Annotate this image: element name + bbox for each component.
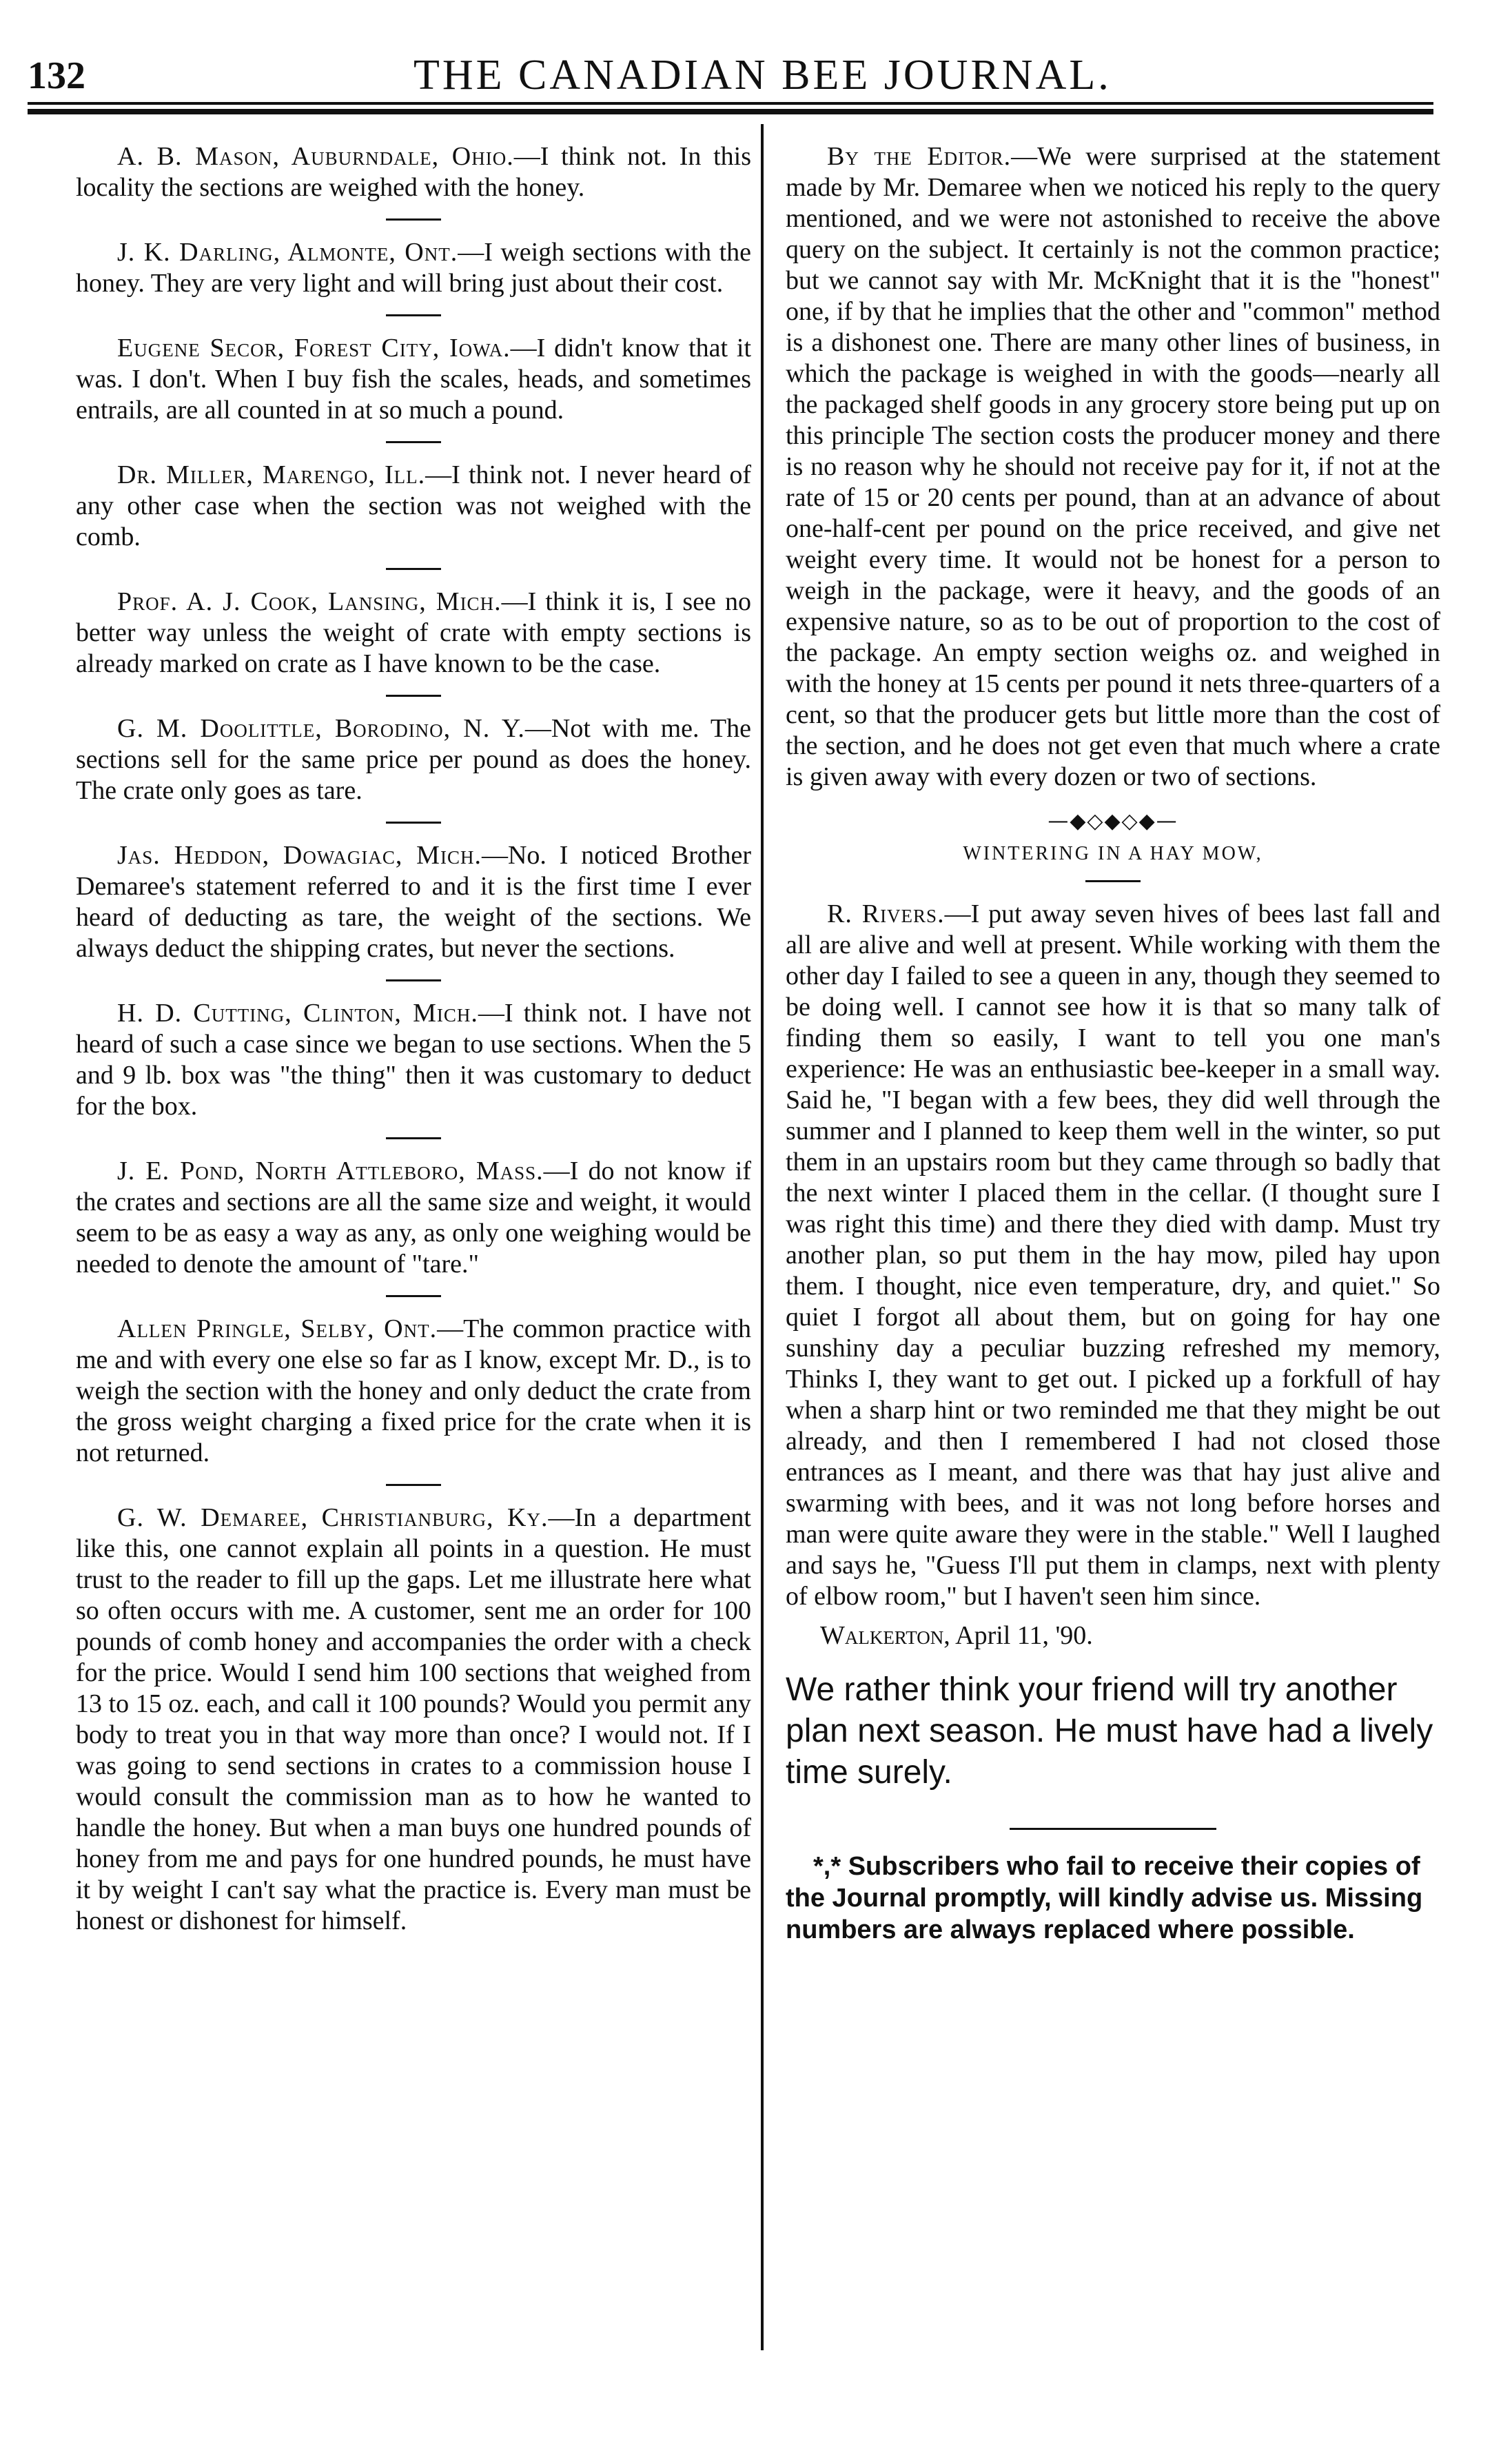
separator [1085, 880, 1141, 882]
header-rule-thick [28, 109, 1433, 114]
editor-text: —We were surprised at the statement made by Mr. Demaree when we noticed his reply to the query mentioned, and we were not astonished to receive the above query on the subject. It certainly is not the common practice; but we cannot say with Mr. McKnight that it is the "honest" one, if by that he implies that the other and "common" method is a dishonest one. There are many other lines of business, in which the package is weighed in with the goods—nearly all the packaged shelf goods in any grocery store being put up on this principle The section costs the producer money and there is no reason why he should not receive pay for it, if not at the rate of 15 or 20 cents per pound, than at an advance of about one-half-cent per pound on the price received, and give net weight every time. It would not be honest for a person to weigh in the package, were it heavy, and the goods of an expensive nature, so as to be out of proportion to the cost of the package. An empty section weighs oz. and weighed in with the honey at 15 cents per pound it nets three-quarters of a cent, so that the producer gets but little more than the cost of the section, and he does not get even that much where a crate is given away with every dozen or two of sections. [786, 142, 1440, 791]
reply-text: —The common practice with me and with every one else so far as I know, except Mr. D., is to weigh the section with the honey and only deduct the crate from the gross weight charging a fixed price for the crate when it is not returned. [76, 1314, 751, 1467]
reply-text: —I think not. I never heard of any other case when the section was not weighed with the comb. [76, 460, 751, 551]
respondent-name: H. D. Cutting, Clinton, Mich. [117, 999, 478, 1028]
separator [386, 1484, 441, 1486]
reply-cook [76, 587, 751, 680]
separator [386, 441, 441, 443]
reply-cutting [76, 998, 751, 1122]
notice-rule [1010, 1828, 1216, 1830]
right-column [786, 141, 1440, 1946]
reply-text: —I weigh sections with the honey. They are very light and will bring just about their cost. [76, 238, 751, 298]
left-column [76, 141, 751, 1937]
reply-text: —Not with me. The sections sell for the same price per pound as does the honey. The crate only goes as tare. [76, 714, 751, 805]
separator [386, 695, 441, 697]
respondent-name: J. K. Darling, Almonte, Ont. [117, 238, 458, 267]
reply-pond [76, 1156, 751, 1280]
reply-doolittle [76, 713, 751, 806]
respondent-name: Jas. Heddon, Dowagiac, Mich. [117, 841, 482, 870]
page-number: 132 [28, 54, 85, 97]
respondent-name: Dr. Miller, Marengo, Ill. [117, 460, 426, 489]
reply-demaree [76, 1503, 751, 1937]
reply-text: —I think not. I have not heard of such a case since we began to use sections. When the 5 and 9 lb. box was "the thing" then it was customary to deduct for the box. [76, 999, 751, 1121]
editor-label: By the Editor. [827, 142, 1012, 171]
separator [386, 1295, 441, 1297]
reply-text: —I didn't know that it was. I don't. When I buy fish the scales, heads, and sometimes entrails, are all counted in at so much a pound. [76, 334, 752, 425]
respondent-name: Allen Pringle, Selby, Ont. [117, 1314, 438, 1343]
ornament-divider: —◆◇◆◇◆— [1048, 809, 1178, 833]
dateline [820, 1620, 1440, 1651]
respondent-name: Eugene Secor, Forest City, Iowa. [117, 334, 511, 363]
respondent-name: J. E. Pond, North Attleboro, Mass. [117, 1157, 544, 1185]
separator [386, 314, 441, 316]
reply-text: —I think not. In this locality the sections are weighed with the honey. [76, 142, 751, 202]
reply-heddon [76, 840, 751, 964]
separator [386, 1137, 441, 1139]
journal-title: THE CANADIAN BEE JOURNAL. [413, 52, 1112, 99]
separator [386, 568, 441, 570]
respondent-name: G. M. Doolittle, Borodino, N. Y. [117, 714, 525, 743]
editor-note: We rather think your friend will try another plan next season. He must have had a lively time surely. [786, 1671, 1433, 1791]
separator [386, 822, 441, 824]
dateline-date: April 11, '90. [955, 1621, 1093, 1650]
respondent-name: Prof. A. J. Cook, Lansing, Mich. [117, 587, 502, 616]
reply-darling [76, 237, 751, 299]
reply-pringle [76, 1314, 751, 1469]
separator [386, 979, 441, 981]
reply-secor [76, 333, 751, 426]
respondent-name: G. W. Demaree, Christianburg, Ky. [117, 1503, 549, 1532]
separator [386, 218, 441, 221]
reply-text: —No. I noticed Brother Demaree's statement referred to and it is the first time I ever heard of deducting as tare, the weight of the sections. We always deduct the shipping crates, but never the sections. [76, 841, 751, 963]
author-name: R. Rivers. [827, 899, 945, 928]
section-heading: WINTERING IN A HAY MOW, [963, 843, 1263, 864]
reply-mason [76, 141, 751, 203]
page-header [28, 41, 1433, 103]
reply-text: —In a department like this, one cannot explain all points in a question. He must trust to the reader to fill up the gaps. Let me illustrate here what so often occurs with me. A customer, sent me an order for 100 pounds of comb honey and accompanies the order with a check for the price. Would I send him 100 sections that weighed from 13 to 15 oz. each, and call it 100 pounds? Would you permit any body to treat you in that way more than once? I would not. If I was going to send sections in crates to a commission house I would consult the commission man as to how he wanted to handle the honey. But when a man buys one hundred pounds of honey from me and pays for one hundred pounds, he must have it by weight I can't say what the practice is. Every man must be honest or dishonest for himself. [76, 1503, 751, 1935]
article-text: —I put away seven hives of bees last fall and all are alive and well at present. While working with them the other day I failed to see a queen in any, though they seemed to be doing well. I cannot see how it is that so many talk of finding them so easily, I want to tell you one man's experience: He was an enthusiastic bee-keeper in a small way. Said he, "I began with a few bees, they did well through the summer and I planned to keep them well in the winter, so put them in an upstairs room but they came through so badly that the next winter I placed them in the cellar. (I thought sure I was right this time) and there they died with damp. Must try another plan, so put them in the hay mow, piled hay upon them. I thought, nice even temperature, dry, and quiet." So quiet I forgot all about them, but on going for hay one sunshiny day a peculiar buzzing refreshed my memory, Thinks I, they want to get out. I picked up a forkfull of hay when a sharp hint or two reminded me that they might be out already, and then I remembered I had not closed those entrances as I meant, and there was that hay just alive and swarming with bees, and it was not long before horses and man were quite aware they were in the stable." Well I laughed and says he, "Guess I'll put them in clamps, next with plenty of elbow room," but I haven't seen him since. [786, 899, 1440, 1611]
reply-text: —I do not know if the crates and sections are all the same size and weight, it would seem to be as easy a way as any, as only one weighing would be needed to denote the amount of "tare." [76, 1157, 751, 1279]
reply-text: —I think it is, I see no better way unless the weight of crate with empty sections is already marked on crate as I have known to be the case. [76, 587, 752, 678]
column-divider [761, 124, 764, 2350]
editor-comment [786, 141, 1440, 793]
article-rivers [786, 899, 1440, 1612]
subscriber-notice: *,* Subscribers who fail to receive their copies of the Journal promptly, will kindly advise us. Missing numbers are always replaced where possible. [786, 1852, 1423, 1944]
reply-miller [76, 460, 751, 553]
respondent-name: A. B. Mason, Auburndale, Ohio. [117, 142, 514, 171]
dateline-place: Walkerton, [820, 1621, 950, 1650]
header-rule-thin [28, 102, 1433, 105]
